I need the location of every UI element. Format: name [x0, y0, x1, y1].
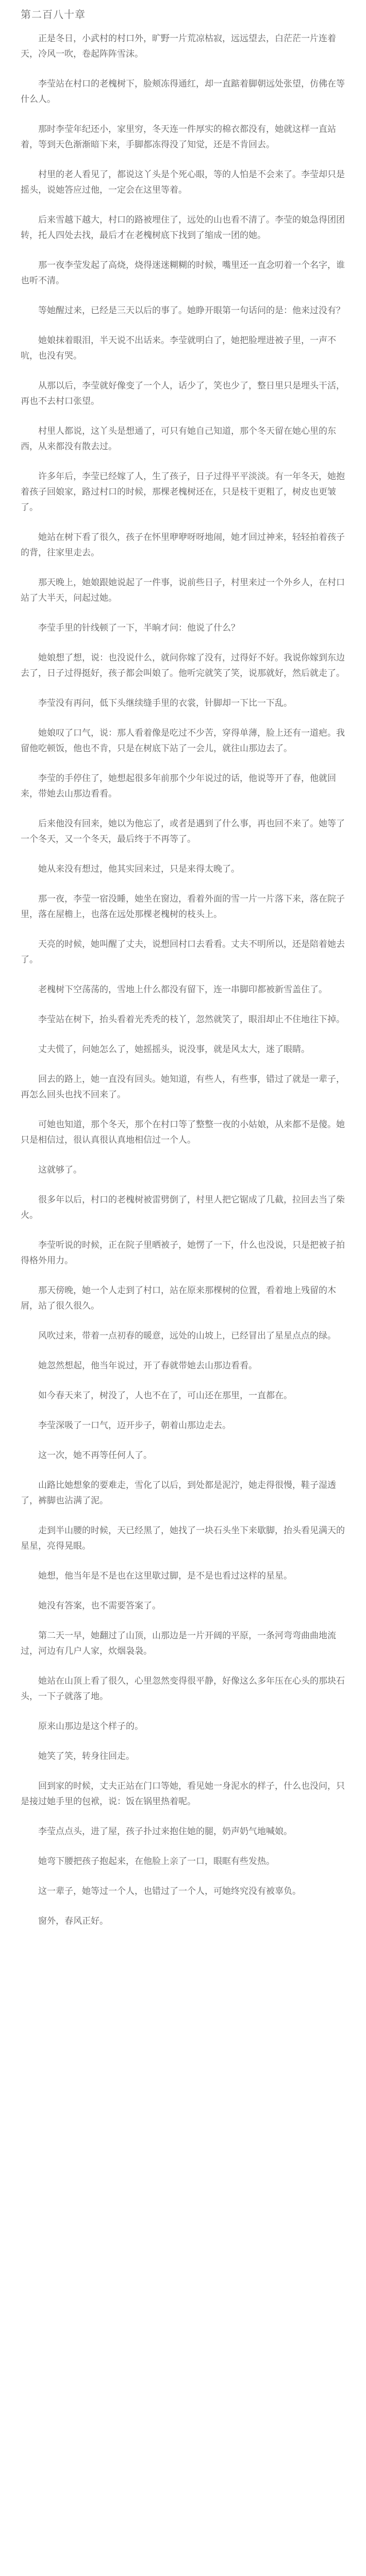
paragraph: 她忽然想起，他当年说过，开了春就带她去山那边看看。 [38, 1361, 257, 1371]
paragraph: 原来山那边是这个样子的。 [38, 1721, 143, 1732]
paragraph: 李莹手里的针线顿了一下，半晌才问：他说了什么？ [38, 623, 240, 633]
chapter-body [21, 31, 345, 1929]
paragraph: 许多年后，李莹已经嫁了人，生了孩子，日子过得平平淡淡。有一年冬天，她抱着孩子回娘家，路过村口的时候，那棵老槐树还在，只是枝干更粗了，树皮也更皱了。 [21, 471, 345, 513]
paragraph: 她笑了笑，转身往回走。 [38, 1751, 135, 1761]
paragraph: 从那以后，李莹就好像变了一个人，话少了，笑也少了，整日里只是埋头干活，再也不去村口张望。 [21, 381, 345, 406]
paragraph: 如今春天来了，树没了，人也不在了，可山还在那里，一直都在。 [38, 1391, 292, 1401]
paragraph: 那一夜李莹发起了高烧，烧得迷迷糊糊的时候，嘴里还一直念叨着一个名字，谁也听不清。 [21, 260, 345, 286]
paragraph: 这就够了。 [38, 1165, 82, 1175]
paragraph: 后来他没有回来，她以为他忘了，或者是遇到了什么事，再也回不来了。她等了一个冬天，又一个冬天，最后终于不再等了。 [21, 819, 345, 844]
paragraph: 村里人都说，这丫头是想通了，可只有她自己知道，那个冬天留在她心里的东西，从来都没有散去过。 [21, 426, 336, 452]
paragraph: 正是冬日，小武村的村口外，旷野一片荒凉枯寂，远远望去，白茫茫一片连着天，冷风一吹，卷起阵阵雪沫。 [21, 33, 336, 59]
paragraph: 她娘抹着眼泪，半天说不出话来。李莹就明白了，她把脸埋进被子里，一声不吭，也没有哭。 [21, 335, 336, 361]
paragraph: 后来雪越下越大，村口的路被埋住了，远处的山也看不清了。李莹的娘急得团团转，托人四处去找，最后才在老槐树底下找到了缩成一团的她。 [21, 215, 345, 241]
chapter-title: 第二百八十章 [21, 8, 86, 21]
paragraph: 第二天一早，她翻过了山顶，山那边是一片开阔的平原，一条河弯弯曲曲地流过，河边有几户人家，炊烟袅袅。 [21, 1631, 336, 1656]
paragraph: 李莹站在村口的老槐树下，脸颊冻得通红，却一直踮着脚朝远处张望，仿佛在等什么人。 [21, 79, 345, 105]
paragraph: 她想，他当年是不是也在这里歇过脚，是不是也看过这样的星星。 [38, 1571, 292, 1581]
paragraph: 那天傍晚，她一个人走到了村口，站在原来那棵树的位置，看着地上残留的木屑，站了很久很久。 [21, 1285, 336, 1311]
paragraph: 村里的老人看见了，都说这丫头是个死心眼，等的人怕是不会来了。李莹却只是摇头，说她答应过他，一定会在这里等着。 [21, 170, 345, 195]
paragraph: 李莹深吸了一口气，迈开步子，朝着山那边走去。 [38, 1420, 231, 1431]
paragraph: 等她醒过来，已经是三天以后的事了。她睁开眼第一句话问的是：他来过没有？ [38, 306, 345, 316]
paragraph: 那天晚上，她娘跟她说起了一件事，说前些日子，村里来过一个外乡人，在村口站了大半天，问起过她。 [21, 578, 345, 603]
paragraph: 这一辈子，她等过一个人，也错过了一个人，可她终究没有被辜负。 [38, 1886, 301, 1896]
paragraph: 那时李莹年纪还小，家里穷，冬天连一件厚实的棉衣都没有，她就这样一直站着，等到天色渐渐暗下来，手脚都冻得没了知觉，还是不肯回去。 [21, 124, 336, 150]
paragraph: 李莹点点头，进了屋，孩子扑过来抱住她的腿，奶声奶气地喊娘。 [38, 1826, 292, 1837]
paragraph: 她娘叹了口气，说：那人看着像是吃过不少苦，穿得单薄，脸上还有一道疤。我留他吃顿饭，他也不肯，只是在树底下站了一会儿，就往山那边去了。 [21, 728, 345, 754]
paragraph: 回到家的时候，丈夫正站在门口等她，看见她一身泥水的样子，什么也没问，只是接过她手里的包袱，说：饭在锅里热着呢。 [21, 1781, 345, 1807]
paragraph: 可她也知道，那个冬天，那个在村口等了整整一夜的小姑娘，从来都不是傻。她只是相信过，很认真很认真地相信过一个人。 [21, 1120, 345, 1145]
paragraph: 李莹的手停住了，她想起很多年前那个少年说过的话，他说等开了春，他就回来，带她去山那边看看。 [21, 773, 336, 799]
paragraph: 窗外，春风正好。 [38, 1916, 108, 1926]
paragraph: 李莹没有再问，低下头继续缝手里的衣裳，针脚却一下比一下乱。 [38, 698, 292, 708]
paragraph: 那一夜，李莹一宿没睡，她坐在窗边，看着外面的雪一片一片落下来，落在院子里，落在屋檐上，也落在远处那棵老槐树的枝头上。 [21, 894, 345, 920]
paragraph: 走到半山腰的时候，天已经黑了，她找了一块石头坐下来歇脚，抬头看见满天的星星，亮得晃眼。 [21, 1526, 345, 1551]
paragraph: 她从来没有想过，他其实回来过，只是来得太晚了。 [38, 864, 240, 874]
paragraph: 李莹站在树下，抬头看着光秃秃的枝丫，忽然就笑了，眼泪却止不住地往下掉。 [38, 1014, 345, 1025]
paragraph: 她娘想了想，说：也没说什么，就问你嫁了没有，过得好不好。我说你嫁到东边去了，日子过得挺好，孩子都会叫娘了。他听完就笑了笑，说那就好，然后就走了。 [21, 653, 345, 679]
paragraph: 风吹过来，带着一点初春的暖意，远处的山坡上，已经冒出了星星点点的绿。 [38, 1331, 336, 1341]
paragraph: 天亮的时候，她叫醒了丈夫，说想回村口去看看。丈夫不明所以，还是陪着她去了。 [21, 939, 345, 965]
paragraph: 她站在山顶上看了很久，心里忽然变得很平静，好像这么多年压在心头的那块石头，一下子就落了地。 [21, 1676, 345, 1702]
paragraph: 她没有答案，也不需要答案了。 [38, 1601, 161, 1611]
paragraph: 丈夫慌了，问她怎么了，她摇摇头，说没事，就是风太大，迷了眼睛。 [38, 1044, 310, 1055]
paragraph: 山路比她想象的要难走，雪化了以后，到处都是泥泞，她走得很慢，鞋子湿透了，裤脚也沾满了泥。 [21, 1480, 336, 1506]
paragraph: 回去的路上，她一直没有回头。她知道，有些人，有些事，错过了就是一辈子，再怎么回头也找不回来了。 [21, 1074, 345, 1100]
paragraph: 很多年以后，村口的老槐树被雷劈倒了，村里人把它锯成了几截，拉回去当了柴火。 [21, 1195, 345, 1221]
paragraph: 老槐树下空荡荡的，雪地上什么都没有留下，连一串脚印都被新雪盖住了。 [38, 985, 327, 995]
paragraph: 李莹听说的时候，正在院子里晒被子，她愣了一下，什么也没说，只是把被子拍得格外用力。 [21, 1240, 345, 1266]
paragraph: 这一次，她不再等任何人了。 [38, 1450, 152, 1461]
paragraph: 她站在树下看了很久，孩子在怀里咿咿呀呀地闹，她才回过神来，轻轻拍着孩子的背，往家里走去。 [21, 532, 345, 558]
paragraph: 她弯下腰把孩子抱起来，在他脸上亲了一口，眼眶有些发热。 [38, 1856, 275, 1867]
